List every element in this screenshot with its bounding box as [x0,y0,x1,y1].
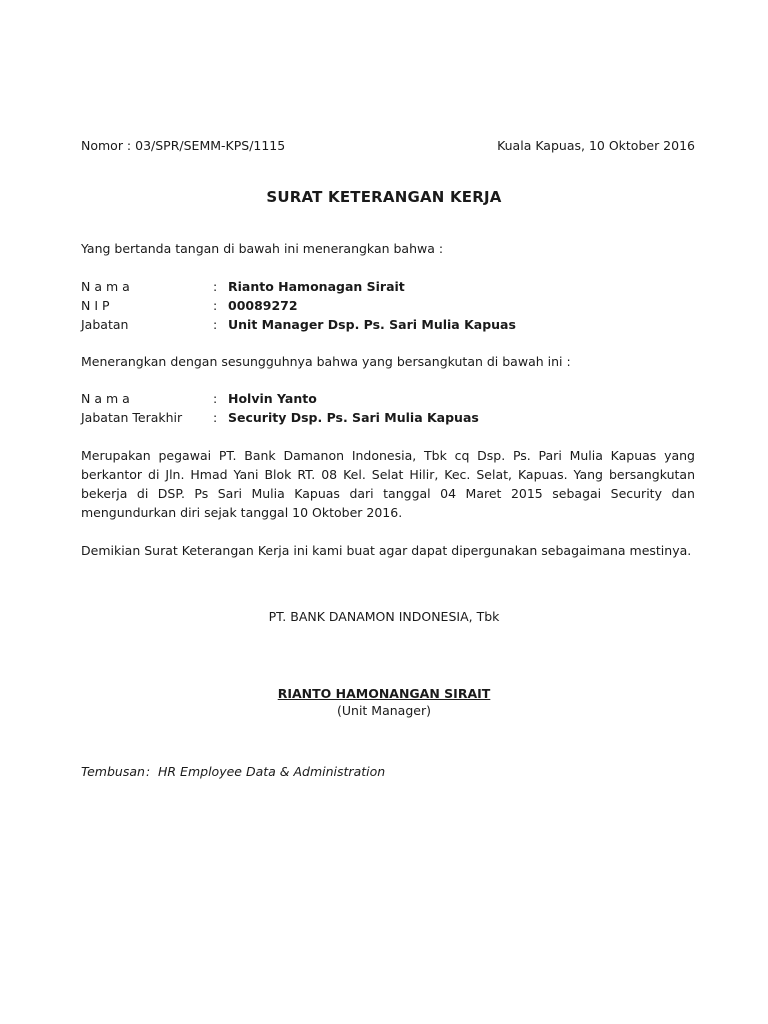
signer-position-value: Unit Manager Dsp. Ps. Sari Mulia Kapuas [228,317,516,332]
signature-block [0,686,768,701]
signer-name-value: Rianto Hamonagan Sirait [228,279,405,294]
cc-label: Tembusan [81,764,145,779]
signer-position-label: Jabatan [81,317,129,332]
employee-position-value: Security Dsp. Ps. Sari Mulia Kapuas [228,410,479,425]
signer-nip-colon: : [213,298,218,313]
letter-number: Nomor : 03/SPR/SEMM-KPS/1115 [81,138,286,153]
company-name: PT. BANK DANAMON INDONESIA, Tbk [268,609,500,624]
intro-text: Yang bertanda tangan di bawah ini menerangkan bahwa : [81,241,444,256]
cc-colon: : [146,764,151,779]
employee-position-label: Jabatan Terakhir [81,410,183,425]
signer-name-label: N a m a [81,279,130,294]
employee-name-value: Holvin Yanto [228,391,317,406]
signer-nip-label: N I P [81,298,110,313]
employee-name-label: N a m a [81,391,130,406]
signer-name-colon: : [213,279,218,294]
statement-text: Menerangkan dengan sesungguhnya bahwa yang bersangkutan di bawah ini : [81,354,571,369]
place-date: Kuala Kapuas, 10 Oktober 2016 [497,138,695,153]
body-paragraph: Merupakan pegawai PT. Bank Damanon Indonesia, Tbk cq Dsp. Ps. Pari Mulia Kapuas yang berkantor di Jln. Hmad Yani Blok RT. 08 Kel. Selat Hilir, Kec. Selat, Kapuas. Yang bersangkutan bekerja di DSP. Ps Sari Mulia Kapuas dari tanggal 04 Maret 2015 sebagai Security dan mengundurkan diri sejak tanggal 10 Oktober 2016. [81,448,695,520]
signer-position-colon: : [213,317,218,332]
letter-title: SURAT KETERANGAN KERJA [266,188,502,206]
signatory-role: (Unit Manager) [337,703,431,718]
signer-nip-value: 00089272 [228,298,298,313]
cc-value: HR Employee Data & Administration [158,764,386,779]
closing-paragraph: Demikian Surat Keterangan Kerja ini kami buat agar dapat dipergunakan sebagaimana mestinya. [81,543,692,558]
signatory-name: RIANTO HAMONANGAN SIRAIT [277,686,491,701]
employee-name-colon: : [213,391,218,406]
employee-position-colon: : [213,410,218,425]
